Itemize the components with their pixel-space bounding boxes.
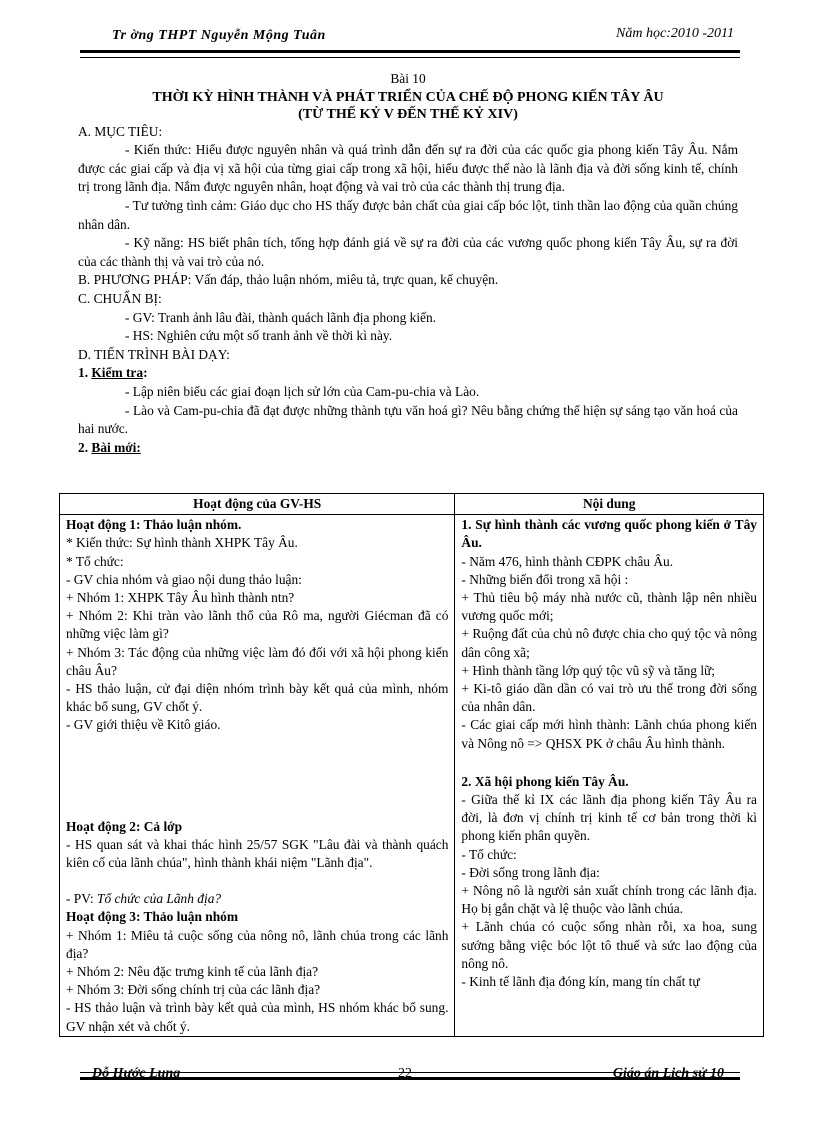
- lesson-table: [59, 493, 764, 1037]
- activity-line: + Nhóm 2: Khi tràn vào lãnh thổ của Rô ma, người Giécman đã có những việc làm gì?: [66, 608, 449, 642]
- school-year: Năm học:2010 -2011: [616, 26, 734, 41]
- lesson-number: Bài 10: [390, 71, 426, 86]
- activity-line: - GV giới thiệu về Kitô giáo.: [66, 717, 221, 733]
- activity-line: - GV chia nhóm và giao nội dung thảo luận:: [66, 571, 302, 587]
- content-line: + Hình thành tầng lớp quý tộc vũ sỹ và tăng lữ;: [461, 662, 716, 678]
- activity-1-heading: Hoạt động 1: Thảo luận nhóm.: [66, 517, 242, 533]
- activity-question: [66, 890, 448, 908]
- header-rule: [80, 50, 740, 58]
- activity-line: * Kiến thức: Sự hình thành XHPK Tây Âu.: [66, 535, 298, 551]
- lesson-title: THỜI KỲ HÌNH THÀNH VÀ PHÁT TRIỂN CỦA CHẾ ĐỘ PHONG KIẾN TÂY ÂU: [152, 89, 664, 105]
- table-header-content: Nội dung: [455, 494, 764, 515]
- content-line: - Các giai cấp mới hình thành: Lãnh chúa phong kiến và Nông nô => QHSX PK ở châu Âu hình thành.: [461, 717, 757, 751]
- check-question-1: - Lập niên biểu các giai đoạn lịch sử lớn của Cam-pu-chia và Lào.: [125, 383, 480, 399]
- section-b-method: B. PHƯƠNG PHÁP: Vấn đáp, thảo luận nhóm, miêu tả, trực quan, kể chuyện.: [78, 272, 499, 288]
- content-line: - Năm 476, hình thành CĐPK châu Âu.: [461, 553, 674, 569]
- activity-line: - HS thảo luận, cử đại diện nhóm trình bày kết quả của mình, nhóm khác bổ sung, GV chốt ý.: [66, 681, 449, 715]
- prep-student: - HS: Nghiên cứu một số tranh ảnh về thời kì này.: [125, 328, 393, 344]
- activity-line: + Nhóm 3: Đời sống chính trị của các lãnh địa?: [66, 982, 321, 998]
- objective-attitude: - Tư tưởng tình cảm: Giáo dục cho HS thấy được bản chất của giai cấp bóc lột, tinh thần lao động của quần chúng nhân dân.: [78, 197, 738, 232]
- activity-line: + Nhóm 2: Nêu đặc trưng kinh tế của lãnh địa?: [66, 964, 319, 980]
- objective-skill: - Kỹ năng: HS biết phân tích, tổng hợp đánh giá về sự ra đời của các vương quốc phong kiến Tây Âu, sự ra đời của các thành thị và vai trò của nó.: [78, 235, 738, 269]
- new-lesson-number: 2.: [78, 439, 92, 455]
- section-a-heading: A. MỤC TIÊU:: [78, 123, 163, 139]
- activity-line: - HS thảo luận và trình bày kết quả của mình, HS nhóm khác bổ sung. GV nhận xét và chốt ý.: [66, 1000, 449, 1034]
- question-prefix: - PV:: [66, 891, 97, 907]
- check-heading: [78, 364, 738, 383]
- content-line: + Thủ tiêu bộ máy nhà nước cũ, thành lập nên nhiều vương quốc mới;: [461, 590, 757, 624]
- check-question-2: - Lào và Cam-pu-chia đã đạt được những thành tựu văn hoá gì? Nêu bằng chứng thể hiện sự sáng tạo văn hoá của hai nước.: [78, 402, 738, 437]
- lesson-subtitle: (TỪ THẾ KỶ V ĐẾN THẾ KỶ XIV): [298, 106, 518, 122]
- content-line: - Giữa thế kỉ IX các lãnh địa phong kiến Tây Âu ra đời, là đơn vị chính trị kinh tế cơ bản trong thời kì phong kiến phân quyền.: [461, 792, 757, 844]
- section-d-heading: D. TIẾN TRÌNH BÀI DẠY:: [78, 346, 230, 362]
- school-name: Tr ờng THPT Nguyễn Mộng Tuân: [112, 28, 326, 43]
- content-line: + Ruộng đất của chủ nô được chia cho quý tộc và nông dân công xã;: [461, 626, 758, 660]
- content-line: - Kinh tế lãnh địa đóng kín, mang tín chất tự: [461, 974, 700, 990]
- activity-line: + Nhóm 3: Tác động của những việc làm đó đối với xã hội phong kiến châu Âu?: [66, 644, 449, 678]
- content-line: + Lãnh chúa có cuộc sống nhàn rỗi, xa hoa, sung sướng bằng việc bóc lột tô thuế và sức lao động của nông nô.: [461, 919, 757, 971]
- content-cell: [455, 515, 764, 1037]
- content-2-heading: 2. Xã hội phong kiến Tây Âu.: [461, 773, 629, 789]
- check-colon: :: [143, 365, 148, 381]
- activity-line: - HS quan sát và khai thác hình 25/57 SGK "Lâu đài và thành quách kiên cố của lãnh chúa", hình thành khái niệm "Lãnh địa".: [66, 836, 449, 871]
- section-c-heading: C. CHUẨN BỊ:: [78, 290, 162, 306]
- footer-author: Đỗ Hước Lung: [92, 1066, 181, 1081]
- content-line: - Những biến đổi trong xã hội :: [461, 571, 629, 587]
- objective-knowledge: - Kiến thức: Hiểu được nguyên nhân và quá trình dẫn đến sự ra đời của các quốc gia phong kiến Tây Âu. Nắm được các giai cấp và địa vị xã hội của từng giai cấp trong xã hội, hiểu được thế nào là lãnh địa và đời sống kinh tế, chính trị trong lãnh địa. Nắm được nguyên nhân, hoạt động và vai trò của các thành thị trung địa.: [78, 142, 738, 195]
- new-lesson-label: Bài mới:: [91, 439, 141, 455]
- content-line: + Ki-tô giáo dần dần có vai trò ưu thế trong đời sống của nhân dân.: [461, 681, 757, 715]
- prep-teacher: - GV: Tranh ảnh lâu đài, thành quách lãnh địa phong kiến.: [125, 309, 437, 325]
- activity-2-heading: Hoạt động 2: Cả lớp: [66, 818, 183, 834]
- question-text: Tổ chức của Lãnh địa?: [97, 891, 222, 907]
- table-header-activities: Hoạt động của GV-HS: [60, 494, 455, 515]
- footer-subject: Giáo án Lịch sử 10: [612, 1066, 724, 1081]
- content-line: - Tổ chức:: [461, 846, 517, 862]
- content-line: - Đời sống trong lãnh địa:: [461, 864, 600, 880]
- new-lesson-heading: [78, 439, 738, 458]
- activity-line: + Nhóm 1: XHPK Tây Âu hình thành ntn?: [66, 590, 295, 606]
- activity-line: * Tổ chức:: [66, 553, 124, 569]
- check-label: Kiểm tra: [91, 365, 144, 381]
- activity-line: + Nhóm 1: Miêu tả cuộc sống của nông nô, lãnh chúa trong các lãnh địa?: [66, 927, 449, 961]
- activities-cell: [60, 515, 455, 1037]
- activity-3-heading: Hoạt động 3: Thảo luận nhóm: [66, 909, 239, 925]
- check-number: 1.: [78, 365, 92, 381]
- page-number: 22: [398, 1066, 412, 1081]
- content-line: + Nông nô là người sản xuất chính trong các lãnh địa. Họ bị gắn chặt và lệ thuộc vào lãnh chúa.: [461, 883, 757, 917]
- content-1-heading: 1. Sự hình thành các vương quốc phong kiến ở Tây Âu.: [461, 517, 757, 551]
- lesson-body: [78, 70, 738, 457]
